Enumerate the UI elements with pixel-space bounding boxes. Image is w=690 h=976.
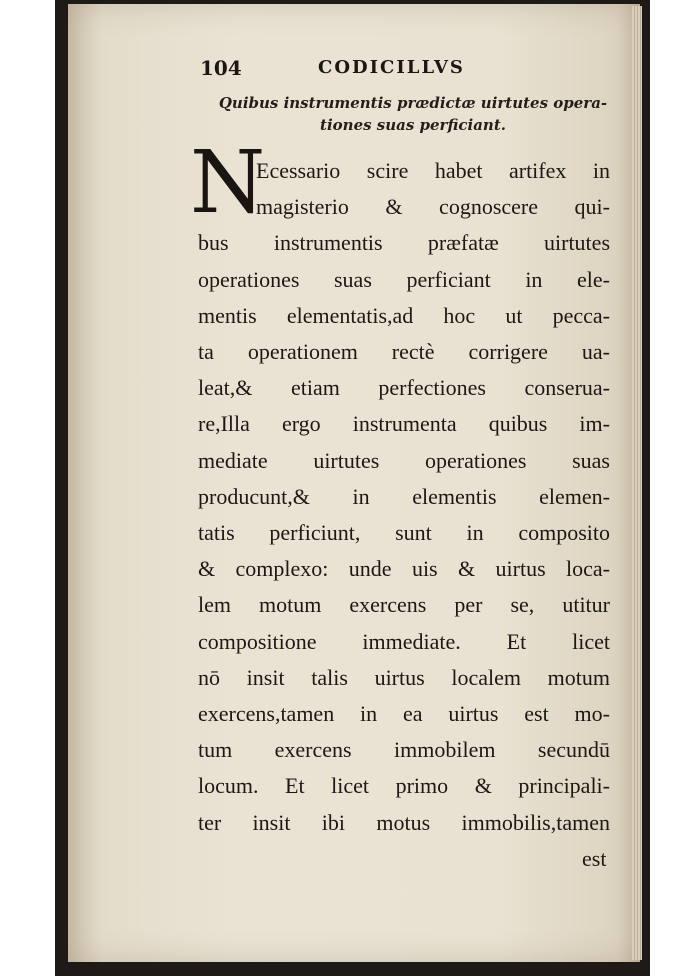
text-line: producunt,& in elementis elemen- xyxy=(198,483,610,509)
text-line: bus instrumentis præfatæ uirtutes xyxy=(198,230,610,256)
text-line: lem motum exercens per se, utitur xyxy=(198,592,610,618)
running-title: CODICILLVS xyxy=(318,57,465,78)
text-line: tatis perficiunt, sunt in composito xyxy=(198,520,610,545)
drop-cap: N xyxy=(190,133,266,233)
chapter-heading-line: Quibus instrumentis prædictæ uirtutes opera- xyxy=(218,94,608,112)
text-line: re,Illa ergo instrumenta quibus im- xyxy=(198,411,610,437)
text-line: tum exercens immobilem secundū xyxy=(198,737,610,763)
text-line: compositione immediate. Et licet xyxy=(198,628,610,654)
text-line: est xyxy=(582,845,607,871)
chapter-heading xyxy=(198,92,628,136)
text-line: nō insit talis uirtus localem motum xyxy=(198,664,610,690)
text-line: ta operationem rectè corrigere ua- xyxy=(198,339,610,364)
text-line: mediate uirtutes operationes suas xyxy=(198,447,610,473)
text-line: & complexo: unde uis & uirtus loca- xyxy=(198,556,610,582)
page-header xyxy=(200,56,500,86)
text-line: leat,& etiam perfectiones conserua- xyxy=(198,375,610,401)
text-line: mentis elementatis,ad hoc ut pecca- xyxy=(198,302,610,328)
text-line: operationes suas perficiant in ele- xyxy=(198,266,610,292)
text-line: magisterio & cognoscere qui- xyxy=(256,194,610,220)
text-line: Ecessario scire habet artifex in xyxy=(256,158,610,183)
chapter-heading-line: tiones suas perficiant. xyxy=(320,116,506,134)
text-line: ter insit ibi motus immobilis,tamen xyxy=(198,809,610,835)
page-edge xyxy=(632,6,642,960)
text-line: exercens,tamen in ea uirtus est mo- xyxy=(198,701,610,726)
text-line: locum. Et licet primo & principali- xyxy=(198,773,610,799)
page-number: 104 xyxy=(200,56,242,80)
